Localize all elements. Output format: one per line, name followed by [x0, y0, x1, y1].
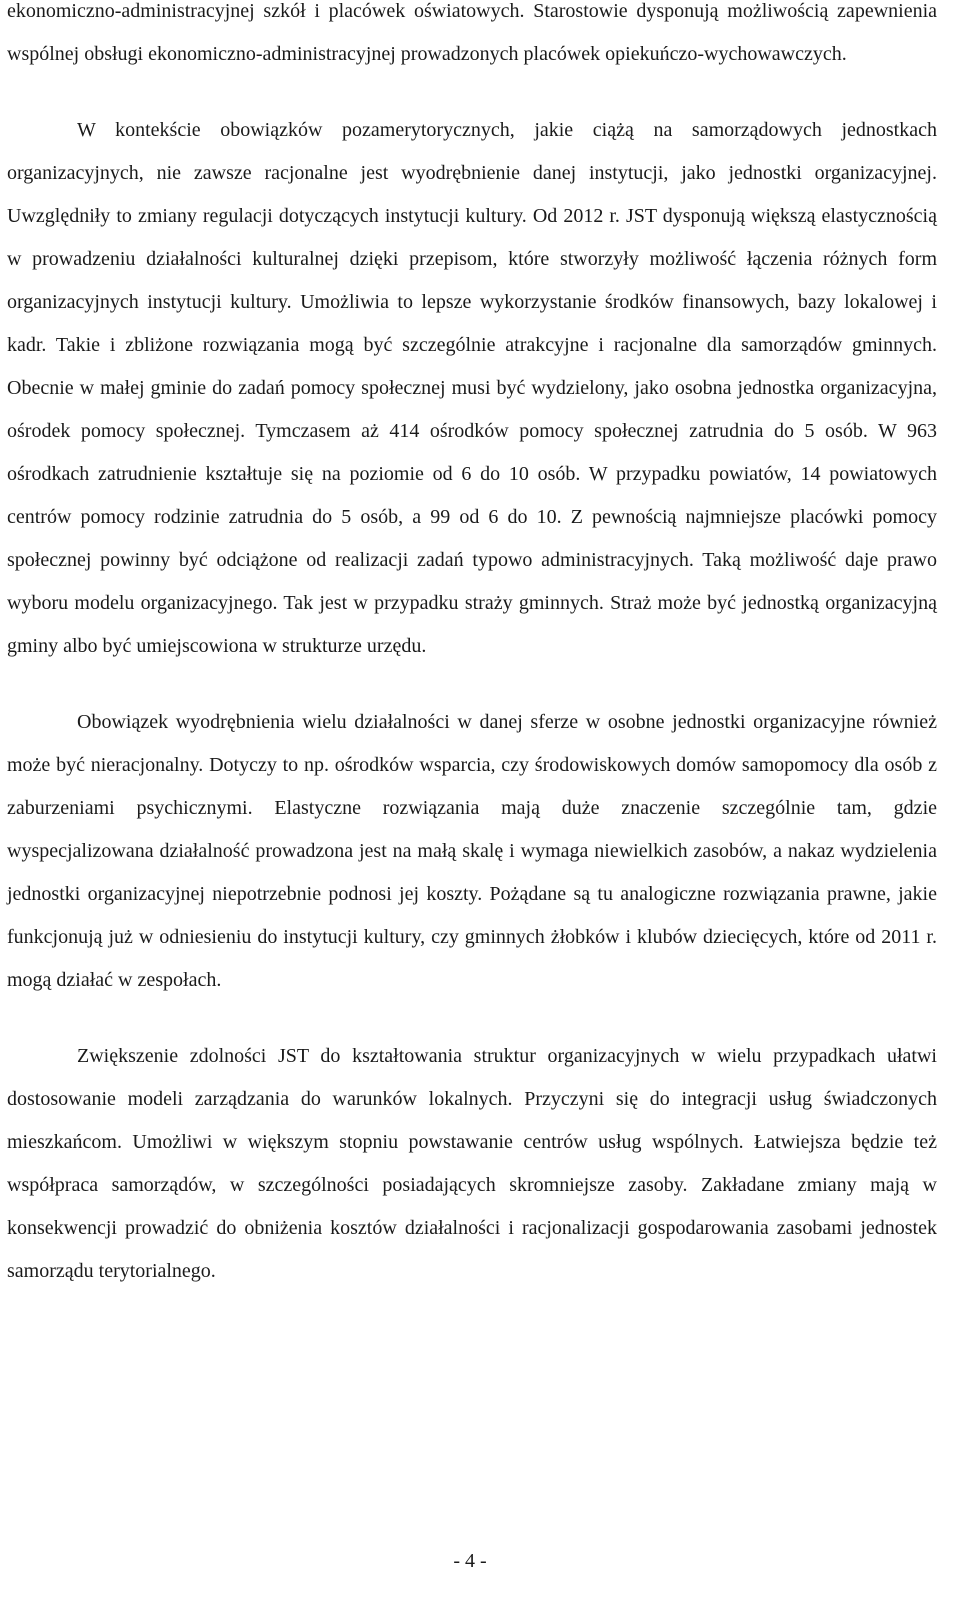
- page-number: - 4 -: [453, 1550, 487, 1572]
- paragraph-jst-capacity: Zwiększenie zdolności JST do kształtowania struktur organizacyjnych w wielu przypadkach ułatwi dostosowanie modeli zarządzania do warunków lokalnych. Przyczyni się do integracji usług świadczonych mieszkańcom. Umożliwi w większym stopniu powstawanie centrów usług wspólnych. Łatwiejsza będzie też współpraca samorządów, w szczególności posiadających skromniejsze zasoby. Zakładane zmiany mają w konsekwencji prowadzić do obniżenia kosztów działalności i racjonalizacji gospodarowania zasobami jednostek samorządu terytorialnego.: [7, 1045, 937, 1282]
- document-body: [7, 0, 937, 1293]
- paragraph-separation-obligation: Obowiązek wyodrębnienia wielu działalności w danej sferze w osobne jednostki organizacyjne również może być nieracjonalny. Dotyczy to np. ośrodków wsparcia, czy środowiskowych domów samopomocy dla osób z zaburzeniami psychicznymi. Elastyczne rozwiązania mają duże znaczenie szczególnie tam, gdzie wyspecjalizowana działalność prowadzona jest na małą skalę i wymaga niewielkich zasobów, a nakaz wydzielenia jednostki organizacyjnej niepotrzebnie podnosi jej koszty. Pożądane są tu analogiczne rozwiązania prawne, jakie funkcjonują już w odniesieniu do instytucji kultury, czy gminnych żłobków i klubów dziecięcych, które od 2011 r. mogą działać w zespołach.: [7, 711, 937, 991]
- paragraph-organizational-units: W kontekście obowiązków pozamerytorycznych, jakie ciążą na samorządowych jednostkach organizacyjnych, nie zawsze racjonalne jest wyodrębnienie danej instytucji, jako jednostki organizacyjnej. Uwzględniły to zmiany regulacji dotyczących instytucji kultury. Od 2012 r. JST dysponują większą elastycznością w prowadzeniu działalności kulturalnej dzięki przepisom, które stworzyły możliwość łączenia różnych form organizacyjnych instytucji kultury. Umożliwia to lepsze wykorzystanie środków finansowych, bazy lokalowej i kadr. Takie i zbliżone rozwiązania mogą być szczególnie atrakcyjne i racjonalne dla samorządów gminnych. Obecnie w małej gminie do zadań pomocy społecznej musi być wydzielony, jako osobna jednostka organizacyjna, ośrodek pomocy społecznej. Tymczasem aż 414 ośrodków pomocy społecznej zatrudnia do 5 osób. W 963 ośrodkach zatrudnienie kształtuje się na poziomie od 6 do 10 osób. W przypadku powiatów, 14 powiatowych centrów pomocy rodzinie zatrudnia do 5 osób, a 99 od 6 do 10. Z pewnością najmniejsze placówki pomocy społecznej powinny być odciążone od realizacji zadań typowo administracyjnych. Taką możliwość daje prawo wyboru modelu organizacyjnego. Tak jest w przypadku straży gminnych. Straż może być jednostką organizacyjną gminy albo być umiejscowiona w strukturze urzędu.: [7, 119, 937, 657]
- paragraph-continuation: ekonomiczno-administracyjnej szkół i placówek oświatowych. Starostowie dysponują możliwością zapewnienia wspólnej obsługi ekonomiczno-administracyjnej prowadzonych placówek opiekuńczo-wychowawczych.: [7, 0, 937, 65]
